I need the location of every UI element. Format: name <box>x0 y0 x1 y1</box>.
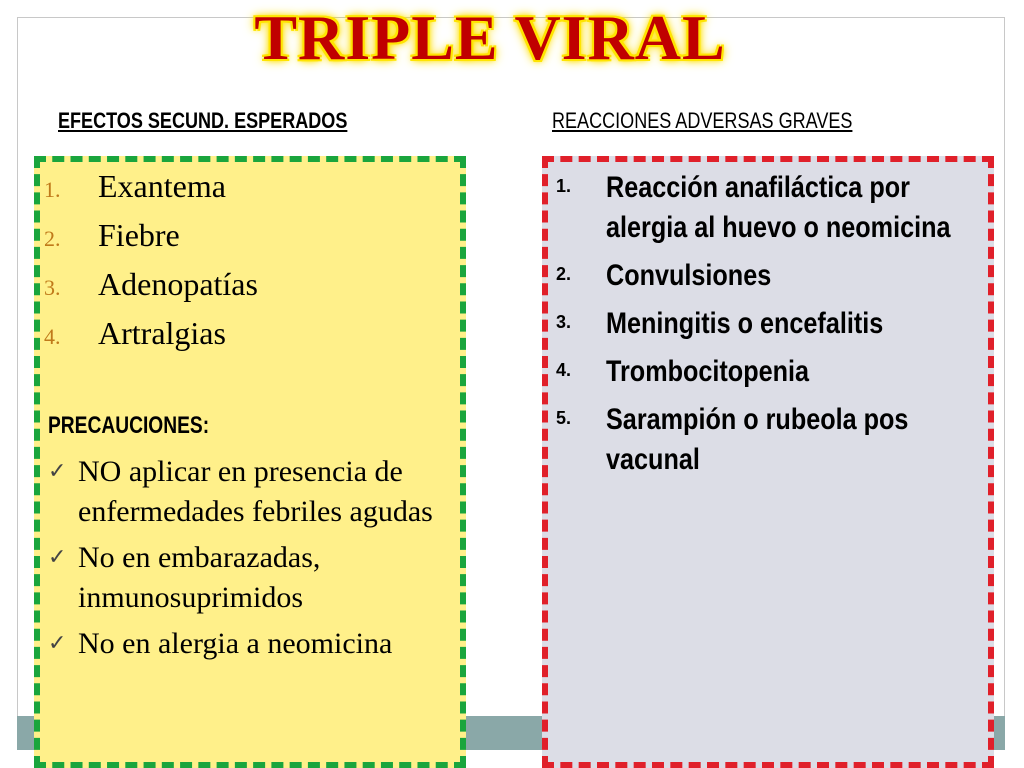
check-icon: ✓ <box>48 631 67 656</box>
precautions-list <box>48 452 458 670</box>
slide-title: TRIPLE VIRAL <box>254 2 726 73</box>
list-item: ✓ No en embarazadas, inmunosuprimidos <box>48 538 458 618</box>
precautions-label: PRECAUCIONES: <box>48 412 210 439</box>
list-item: ✓ NO aplicar en presencia de enfermedades febriles agudas <box>48 452 458 532</box>
list-item: 2. Convulsiones <box>556 259 772 292</box>
list-item: 4. Trombocitopenia <box>556 355 810 388</box>
list-item: 1. Exantema <box>44 168 226 204</box>
adverse-reactions-heading: REACCIONES ADVERSAS GRAVES <box>552 108 853 133</box>
list-item: 2. Fiebre <box>44 217 180 253</box>
list-item: 3. Meningitis o encefalitis <box>556 307 884 340</box>
expected-effects-heading: EFECTOS SECUND. ESPERADOS <box>58 108 348 133</box>
check-icon: ✓ <box>48 545 67 570</box>
list-item: ✓ No en alergia a neomicina <box>48 624 458 664</box>
list-item: 4. Artralgias <box>44 315 226 351</box>
check-icon: ✓ <box>48 459 67 484</box>
list-item: 1. Reacción anafiláctica por alergia al huevo o neomicina <box>556 171 951 244</box>
list-item: 5. Sarampión o rubeola pos vacunal <box>556 403 909 476</box>
adverse-reactions-list <box>556 168 976 488</box>
expected-effects-list <box>44 166 258 362</box>
list-item: 3. Adenopatías <box>44 266 258 302</box>
